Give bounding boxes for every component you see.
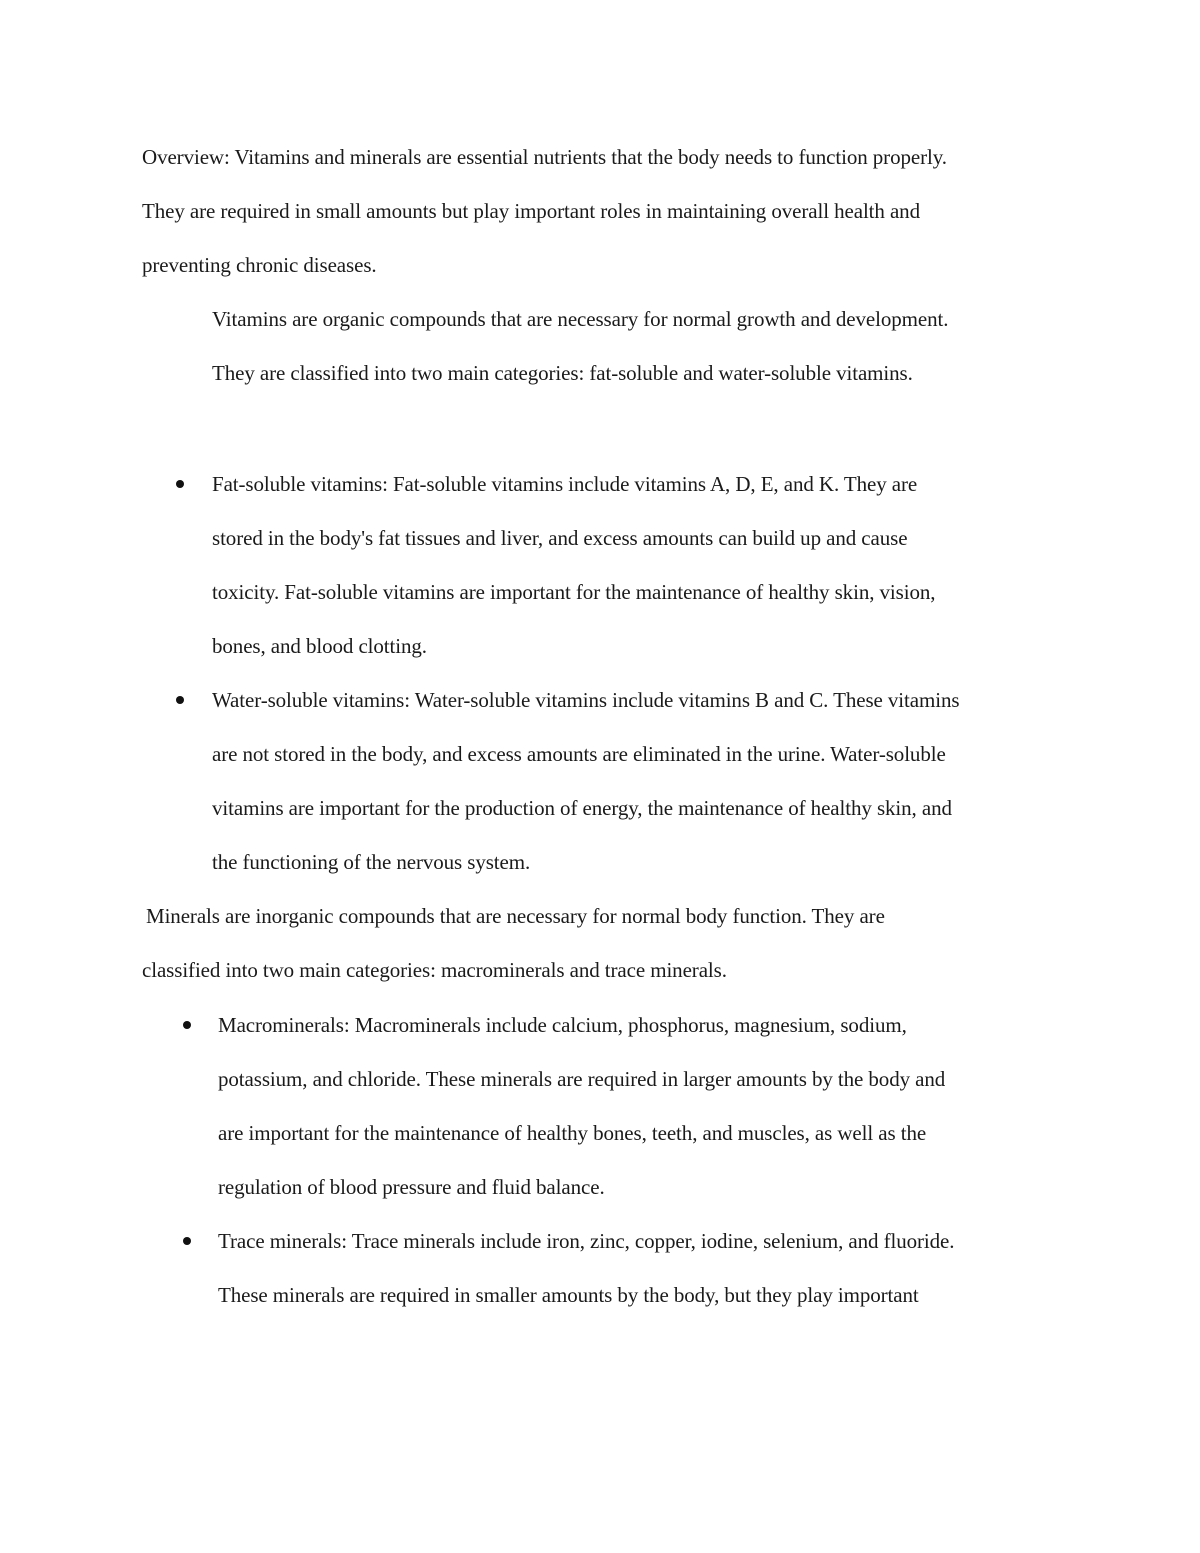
list-item-line: Fat-soluble vitamins: Fat-soluble vitamins include vitamins A, D, E, and K. They are [212, 472, 918, 496]
minerals-intro-line: Minerals are inorganic compounds that are necessary for normal body function. They are [146, 904, 885, 928]
list-item-line: These minerals are required in smaller amounts by the body, but they play important [218, 1283, 919, 1307]
overview-line: They are required in small amounts but play important roles in maintaining overall health and [142, 199, 920, 223]
list-item-line: vitamins are important for the production of energy, the maintenance of healthy skin, and [212, 796, 952, 820]
list-item-line: the functioning of the nervous system. [212, 850, 531, 874]
list-item-line: toxicity. Fat-soluble vitamins are important for the maintenance of healthy skin, vision, [212, 580, 936, 604]
list-item-line: Macrominerals: Macrominerals include calcium, phosphorus, magnesium, sodium, [218, 1013, 907, 1037]
overview-line: preventing chronic diseases. [142, 253, 377, 277]
list-item-line: bones, and blood clotting. [212, 634, 427, 658]
overview-line: Overview: Vitamins and minerals are essential nutrients that the body needs to function properly. [142, 145, 947, 169]
bullet-icon [176, 696, 184, 704]
bullet-icon [183, 1021, 191, 1029]
list-item-line: regulation of blood pressure and fluid balance. [218, 1175, 605, 1199]
list-item-line: potassium, and chloride. These minerals are required in larger amounts by the body and [218, 1067, 946, 1091]
list-item-line: Trace minerals: Trace minerals include iron, zinc, copper, iodine, selenium, and fluoride. [218, 1229, 955, 1253]
list-item-line: Water-soluble vitamins: Water-soluble vitamins include vitamins B and C. These vitamins [212, 688, 960, 712]
vitamins-intro-line: They are classified into two main categories: fat-soluble and water-soluble vitamins. [212, 361, 913, 385]
bullet-icon [176, 480, 184, 488]
list-item-line: stored in the body's fat tissues and liver, and excess amounts can build up and cause [212, 526, 908, 550]
bullet-icon [183, 1237, 191, 1245]
minerals-intro-line: classified into two main categories: macrominerals and trace minerals. [142, 958, 727, 982]
list-item-line: are important for the maintenance of healthy bones, teeth, and muscles, as well as the [218, 1121, 927, 1145]
vitamins-intro-line: Vitamins are organic compounds that are necessary for normal growth and development. [212, 307, 949, 331]
list-item-line: are not stored in the body, and excess amounts are eliminated in the urine. Water-soluble [212, 742, 946, 766]
